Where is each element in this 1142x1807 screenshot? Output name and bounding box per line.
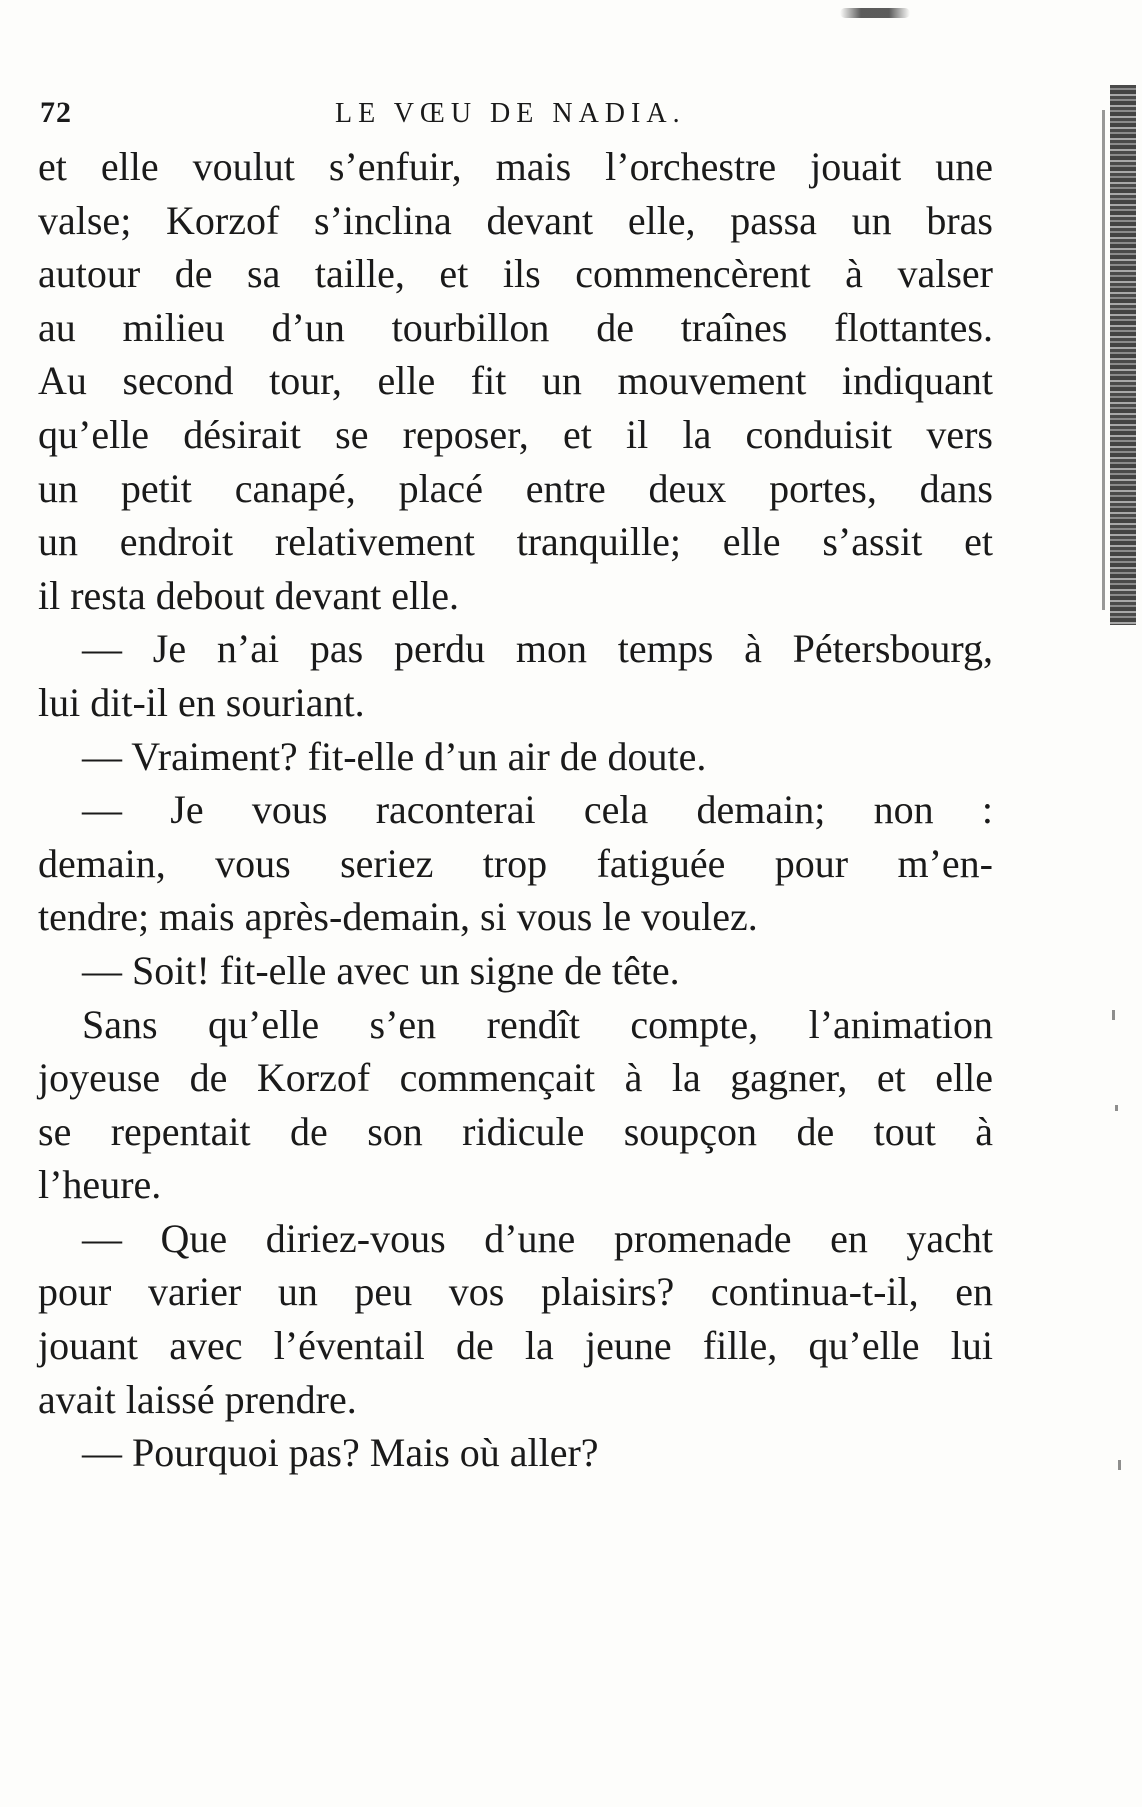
scan-speck xyxy=(1115,1105,1118,1111)
body-text xyxy=(38,140,993,1480)
text-line: — Vraiment? fit-elle d’un air de doute. xyxy=(82,733,707,779)
binding-edge xyxy=(1110,85,1136,625)
text-line: Au second tour, elle fit un mouvement indiquant xyxy=(38,358,993,404)
binding-edge-line xyxy=(1102,110,1105,610)
text-line: un endroit relativement tranquille; elle s’assit et xyxy=(38,519,993,565)
text-line: — Je vous raconterai cela demain; non : xyxy=(82,787,993,833)
text-line: valse; Korzof s’inclina devant elle, passa un bras xyxy=(38,197,993,243)
text-line: autour de sa taille, et ils commencèrent à valser xyxy=(38,251,993,297)
page-header xyxy=(40,96,990,136)
scan-mark xyxy=(840,8,910,18)
scan-speck xyxy=(1118,1460,1121,1470)
page-number: 72 xyxy=(40,96,72,129)
text-line: demain, vous seriez trop fatiguée pour m’en- xyxy=(38,840,993,886)
text-line: — Je n’ai pas perdu mon temps à Pétersbourg, xyxy=(82,626,993,672)
text-line: Sans qu’elle s’en rendît compte, l’animation xyxy=(82,1001,993,1047)
text-line: un petit canapé, placé entre deux portes, dans xyxy=(38,465,993,511)
scan-speck xyxy=(1112,1010,1115,1020)
text-line: jouant avec l’éventail de la jeune fille, qu’elle lui xyxy=(38,1323,993,1369)
text-line: — Que diriez-vous d’une promenade en yacht xyxy=(82,1215,993,1261)
text-line: l’heure. xyxy=(38,1162,162,1208)
text-line: qu’elle désirait se reposer, et il la conduisit vers xyxy=(38,411,993,457)
text-line: tendre; mais après-demain, si vous le voulez. xyxy=(38,894,758,940)
text-line: et elle voulut s’enfuir, mais l’orchestre jouait une xyxy=(38,144,993,189)
text-line: au milieu d’un tourbillon de traînes flottantes. xyxy=(38,304,993,350)
text-line: il resta debout devant elle. xyxy=(38,572,459,618)
text-line: pour varier un peu vos plaisirs? continua-t-il, en xyxy=(38,1269,993,1315)
text-line: — Pourquoi pas? Mais où aller? xyxy=(82,1430,599,1476)
text-line: joyeuse de Korzof commençait à la gagner, et elle xyxy=(38,1055,993,1101)
text-line: lui dit-il en souriant. xyxy=(38,679,365,725)
running-title: LE VŒU DE NADIA. xyxy=(335,98,686,129)
text-line: — Soit! fit-elle avec un signe de tête. xyxy=(82,947,680,993)
text-line: avait laissé prendre. xyxy=(38,1376,357,1422)
text-line: se repentait de son ridicule soupçon de tout à xyxy=(38,1108,993,1154)
